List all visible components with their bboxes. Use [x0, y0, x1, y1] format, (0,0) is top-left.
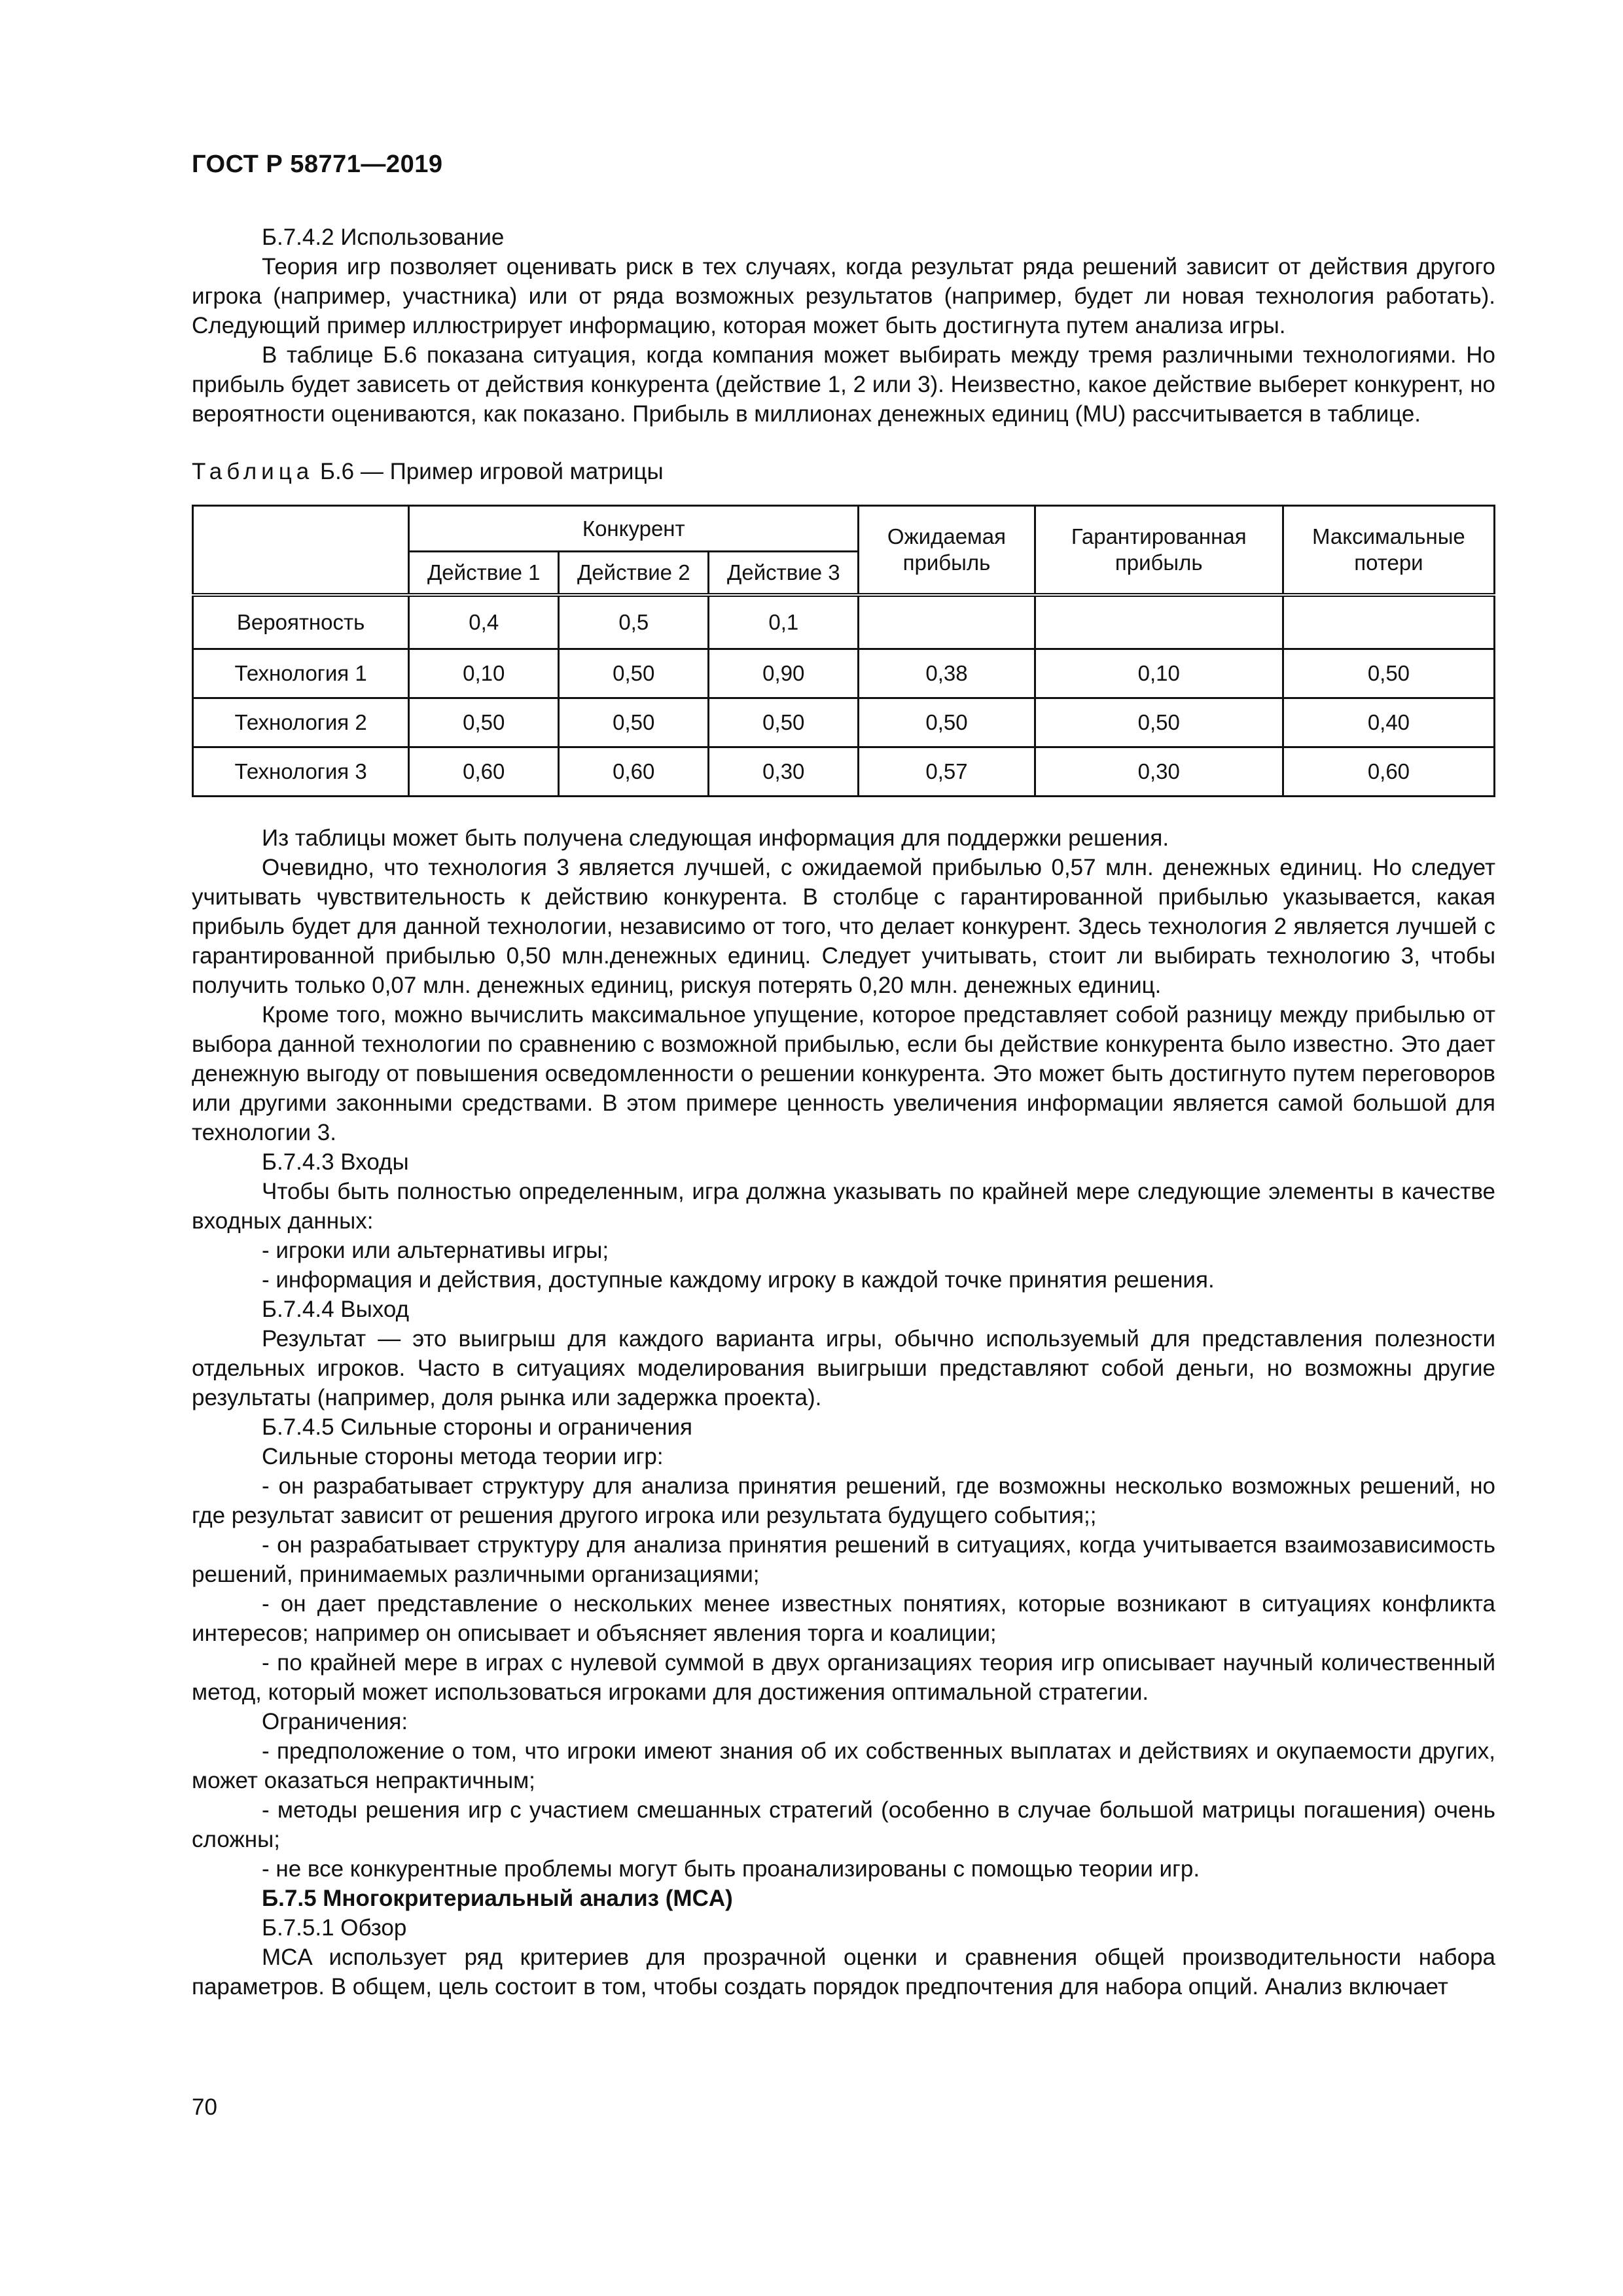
list-item: - он разрабатывает структуру для анализа принятия решений, где возможны несколько возможных решений, но где результат зависит от решения другого игрока или результата будущего события;; [192, 1473, 1495, 1528]
paragraph: Кроме того, можно вычислить максимальное упущение, которое представляет собой разницу между прибылью от выбора данной технологии по сравнению с возможной прибылью, если бы действие конкурента было известно. Это дает денежную выгоду от повышения осведомленности о решении конкурента. Это может быть достигнуто путем переговоров или другими законными средствами. В этом примере ценность увеличения информации является самой большой для технологии 3. [192, 1002, 1495, 1145]
paragraph: Из таблицы может быть получена следующая информация для поддержки решения. [262, 825, 1169, 851]
table-cell: 0,5 [559, 595, 709, 649]
section-heading-b751: Б.7.5.1 Обзор [262, 1915, 407, 1941]
table-cell: 0,30 [709, 747, 859, 797]
section-heading-b743: Б.7.4.3 Входы [262, 1149, 409, 1175]
section-heading-b745: Б.7.4.5 Сильные стороны и ограничения [262, 1414, 693, 1440]
table-cell: 0,4 [409, 595, 559, 649]
game-matrix-table [192, 505, 1495, 797]
table-cell [1283, 595, 1494, 649]
section-heading-b744: Б.7.4.4 Выход [262, 1297, 409, 1322]
table-cell: 0,60 [1283, 747, 1494, 797]
list-item: - не все конкурентные проблемы могут быть проанализированы с помощью теории игр. [262, 1856, 1200, 1882]
table-row-probability [193, 595, 1495, 649]
table-cell: 0,10 [1035, 649, 1283, 698]
paragraph: MCA использует ряд критериев для прозрачной оценки и сравнения общей производительности набора параметров. В общем, цель состоит в том, чтобы создать порядок предпочтения для набора опций. Анализ включает [192, 1945, 1495, 2000]
table-row-technology-1 [193, 649, 1495, 698]
table-cell [859, 595, 1035, 649]
table-cell: 0,60 [409, 747, 559, 797]
row-label: Технология 2 [193, 698, 409, 747]
table-cell: 0,50 [1283, 649, 1494, 698]
paragraph: Теория игр позволяет оценивать риск в тех случаях, когда результат ряда решений зависит от действия другого игрока (например, участника) или от ряда возможных результатов (например, будет ли новая технология работать). Следующий пример иллюстрирует информацию, которая может быть достигнута путем анализа игры. [192, 254, 1495, 338]
row-label: Вероятность [193, 595, 409, 649]
table-row-technology-2 [193, 698, 1495, 747]
table-cell: 0,30 [1035, 747, 1283, 797]
paragraph: Чтобы быть полностью определенным, игра должна указывать по крайней мере следующие элементы в качестве входных данных: [192, 1179, 1495, 1234]
table-cell: 0,57 [859, 747, 1035, 797]
table-cell: 0,50 [859, 698, 1035, 747]
paragraph: Ограничения: [262, 1709, 408, 1734]
list-item: - информация и действия, доступные каждому игроку в каждой точке принятия решения. [262, 1267, 1215, 1293]
action-3-header: Действие 3 [709, 552, 859, 596]
paragraph: Результат — это выигрыш для каждого варианта игры, обычно используемый для представления полезности отдельных игроков. Часто в ситуациях моделирования выигрыши представляют собой деньги, но возможны другие результаты (например, доля рынка или задержка проекта). [192, 1326, 1495, 1410]
row-label: Технология 1 [193, 649, 409, 698]
paragraph: Сильные стороны метода теории игр: [262, 1444, 664, 1469]
section-heading-b742: Б.7.4.2 Использование [262, 224, 505, 250]
table-cell: 0,90 [709, 649, 859, 698]
list-item: - он дает представление о нескольких менее известных понятиях, которые возникают в ситуациях конфликта интересов; например он описывает и объясняет явления торга и коалиции; [192, 1591, 1495, 1646]
list-item: - он разрабатывает структуру для анализа принятия решений в ситуациях, когда учитывается взаимозависимость решений, принимаемых различными организациями; [192, 1532, 1495, 1587]
list-item: - игроки или альтернативы игры; [262, 1238, 609, 1263]
table-caption-label: Таблица [192, 459, 314, 484]
page-number: 70 [192, 2094, 217, 2120]
table-row-technology-3 [193, 747, 1495, 797]
table-cell: 0,1 [709, 595, 859, 649]
table-cell: 0,50 [409, 698, 559, 747]
action-1-header: Действие 1 [409, 552, 559, 596]
max-loss-header: Максимальные потери [1283, 506, 1494, 596]
row-label: Технология 3 [193, 747, 409, 797]
table-corner-cell [193, 506, 409, 596]
table-cell: 0,50 [559, 649, 709, 698]
paragraph: В таблице Б.6 показана ситуация, когда компания может выбирать между тремя различными технологиями. Но прибыль будет зависеть от действия конкурента (действие 1, 2 или 3). Неизвестно, какое действие выберет конкурент, но вероятности оцениваются, как показано. Прибыль в миллионах денежных единиц (MU) рассчитывается в таблице. [192, 342, 1495, 427]
action-2-header: Действие 2 [559, 552, 709, 596]
table-cell: 0,50 [1035, 698, 1283, 747]
table-caption-text: Б.6 — Пример игровой матрицы [319, 459, 664, 484]
list-item: - по крайней мере в играх с нулевой суммой в двух организациях теория игр описывает научный количественный метод, который может использоваться игроками для достижения оптимальной стратегии. [192, 1650, 1495, 1705]
table-cell: 0,40 [1283, 698, 1494, 747]
table-cell: 0,50 [709, 698, 859, 747]
competitor-group-header: Конкурент [409, 506, 859, 552]
list-item: - методы решения игр с участием смешанных стратегий (особенно в случае большой матрицы погашения) очень сложны; [192, 1797, 1495, 1852]
table-cell [1035, 595, 1283, 649]
table-cell: 0,60 [559, 747, 709, 797]
list-item: - предположение о том, что игроки имеют знания об их собственных выплатах и действиях и окупаемости других, может оказаться непрактичным; [192, 1738, 1495, 1793]
table-caption [192, 457, 1495, 486]
table-cell: 0,38 [859, 649, 1035, 698]
guaranteed-profit-header: Гарантированная прибыль [1035, 506, 1283, 596]
page-content [192, 223, 1495, 2001]
section-heading-b75: Б.7.5 Многокритериальный анализ (MCA) [262, 1886, 733, 1911]
expected-profit-header: Ожидаемая прибыль [859, 506, 1035, 596]
document-header: ГОСТ Р 58771—2019 [192, 151, 443, 178]
table-cell: 0,50 [559, 698, 709, 747]
paragraph: Очевидно, что технология 3 является лучшей, с ожидаемой прибылью 0,57 млн. денежных единиц. Но следует учитывать чувствительность к действию конкурента. В столбце с гарантированной прибылью указывается, какая прибыль будет для данной технологии, независимо от того, что делает конкурент. Здесь технология 2 является лучшей с гарантированной прибылью 0,50 млн.денежных единиц. Следует учитывать, стоит ли выбирать технологию 3, чтобы получить только 0,07 млн. денежных единиц, рискуя потерять 0,20 млн. денежных единиц. [192, 855, 1495, 998]
table-cell: 0,10 [409, 649, 559, 698]
